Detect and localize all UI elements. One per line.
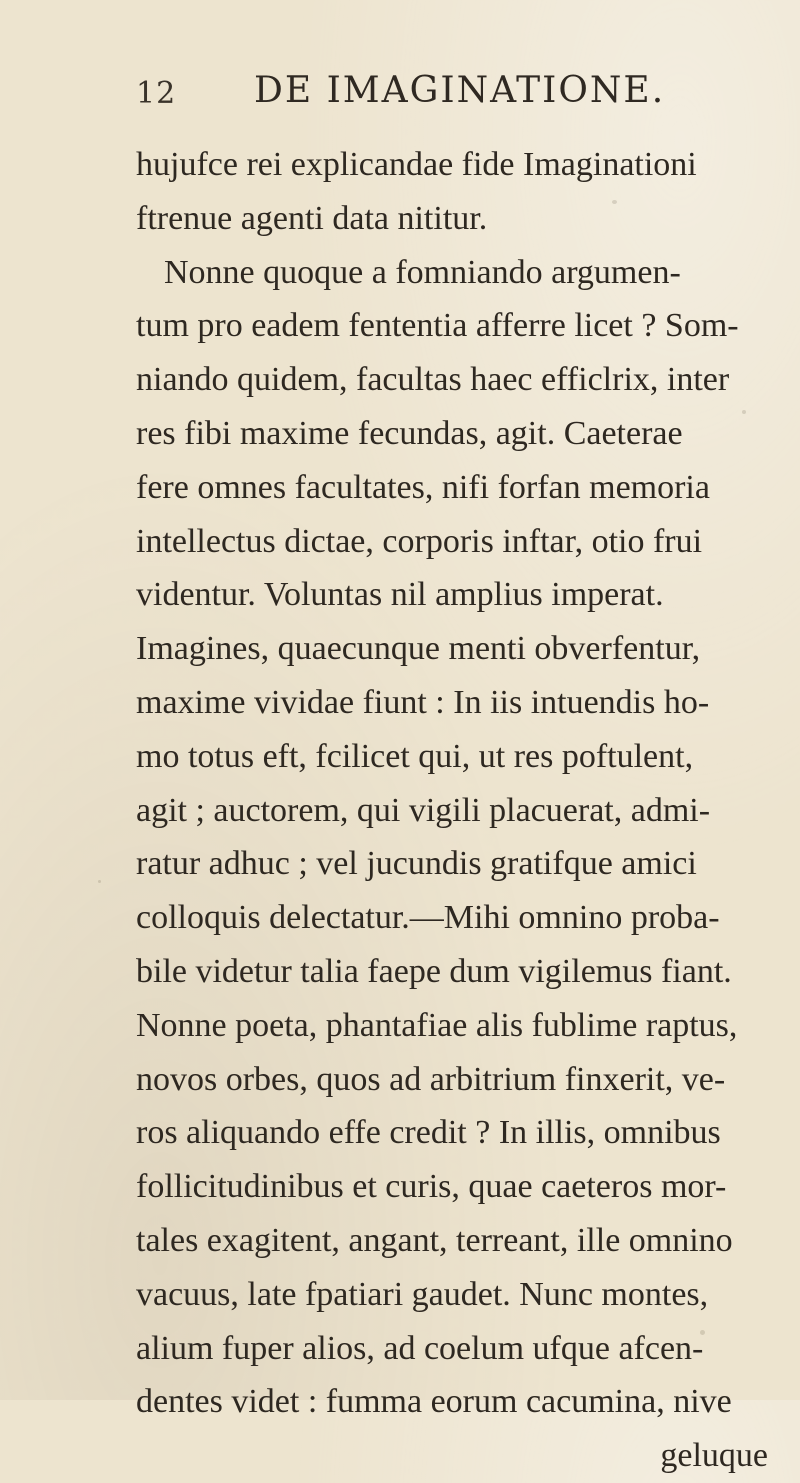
text-line: Nonne quoque a fomniando argumen-: [164, 253, 681, 291]
paper-speck: [612, 200, 617, 204]
paper-speck: [700, 1330, 705, 1335]
text-line: Imagines, quaecunque menti obverfentur,: [136, 630, 701, 668]
body-text: [136, 138, 776, 1483]
paper-speck: [742, 410, 746, 414]
text-line: vacuus, late fpatiari gaudet. Nunc montes,: [136, 1275, 709, 1313]
text-line: tum pro eadem fententia afferre licet ? Som-: [136, 307, 739, 345]
text-line: fere omnes facultates, nifi forfan memoria: [136, 468, 710, 506]
running-head: DE IMAGINATIONE.: [254, 70, 666, 111]
catchword: geluque: [660, 1437, 768, 1475]
text-line: colloquis delectatur.—Mihi omnino proba-: [136, 899, 720, 937]
text-line: res fibi maxime fecundas, agit. Caeterae: [136, 414, 683, 452]
text-line: agit ; auctorem, qui vigili placuerat, admi-: [136, 791, 711, 829]
text-line: tales exagitent, angant, terreant, ille omnino: [136, 1221, 733, 1259]
text-line: alium fuper alios, ad coelum ufque afcen-: [136, 1329, 704, 1367]
text-line: ftrenue agenti data nititur.: [136, 199, 488, 237]
text-line: follicitudinibus et curis, quae caeteros mor-: [136, 1168, 727, 1206]
text-line: novos orbes, quos ad arbitrium finxerit, ve-: [136, 1060, 726, 1098]
text-line: maxime vividae fiunt : In iis intuendis ho-: [136, 683, 710, 721]
text-line: mo totus eft, fcilicet qui, ut res poftulent,: [136, 737, 694, 775]
text-line: intellectus dictae, corporis inftar, otio frui: [136, 522, 703, 560]
text-line: dentes videt : fumma eorum cacumina, nive: [136, 1383, 732, 1421]
text-line: Nonne poeta, phantafiae alis fublime raptus,: [136, 1006, 738, 1044]
text-line: niando quidem, facultas haec efficlrix, inter: [136, 361, 730, 399]
page-number: 12: [136, 76, 177, 111]
text-line: videntur. Voluntas nil amplius imperat.: [136, 576, 664, 614]
text-line: bile videtur talia faepe dum vigilemus fiant.: [136, 952, 732, 990]
page-header: [128, 70, 768, 120]
paper-speck: [98, 880, 101, 883]
text-line: ros aliquando effe credit ? In illis, omnibus: [136, 1114, 721, 1152]
text-line: ratur adhuc ; vel jucundis gratifque amici: [136, 845, 697, 883]
text-line: hujufce rei explicandae fide Imaginationi: [136, 146, 697, 183]
